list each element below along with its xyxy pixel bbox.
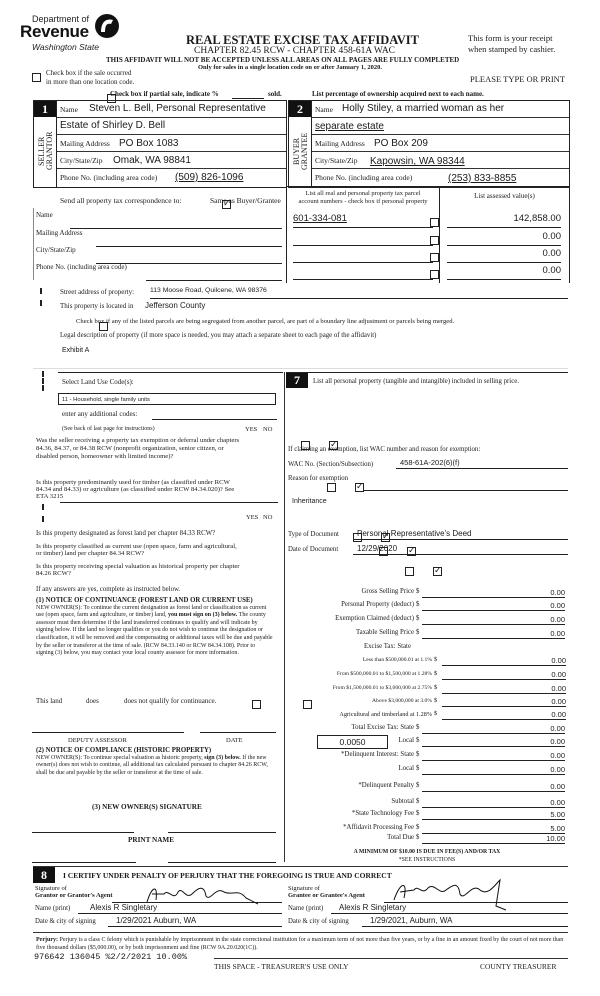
dollar-sign: $ <box>416 824 420 831</box>
parcel-number-input[interactable] <box>293 248 433 263</box>
buyer-side-label-1: BUYER <box>292 137 301 165</box>
seller-section <box>33 100 287 188</box>
personal-property-deduct-input[interactable]: 0.00 <box>422 601 565 611</box>
buyer-name-label: Name <box>315 105 333 114</box>
ownership-note: List percentage of ownership acquired next to each name. <box>312 90 484 98</box>
buyer-name-2-value: separate estate <box>315 121 384 132</box>
assessed-value-input[interactable]: 142,858.00 <box>447 213 561 228</box>
county-label: This property is located in <box>60 302 134 310</box>
grantee-sig-label <box>288 886 365 899</box>
corr-name-label: Name <box>36 211 53 219</box>
print-name-2[interactable] <box>168 862 276 863</box>
buyer-mailing-value: PO Box 209 <box>374 138 428 149</box>
notice-compliance-text-b: If the new owner(s) does not wish to continue, all additional tax calculated pursuant to chapter 84.26 RCW, shall be due and payable by the seller or transferor at the time of sale. <box>36 754 268 776</box>
same-as-buyer-label: Same as Buyer/Grantee <box>210 196 281 205</box>
multi-location-checkbox[interactable] <box>32 73 41 82</box>
seller-city-label: City/State/Zip <box>60 156 103 165</box>
grantee-date-label: Date & city of signing <box>288 918 349 925</box>
land-use-select[interactable]: 11 - Household, single family units <box>58 393 276 405</box>
no-header-2: NO <box>263 514 273 521</box>
minimum-due-note: A MINIMUM OF $10.00 IS DUE IN FEE(S) AND/OR TAX <box>353 849 501 855</box>
logo-top-text: Department of <box>32 14 90 24</box>
grantee-signature-field[interactable] <box>384 888 568 903</box>
dollar-sign: $ <box>434 656 438 663</box>
deputy-assessor-label: DEPUTY ASSESSOR <box>68 737 127 744</box>
reason-input[interactable]: Inheritance <box>292 498 327 505</box>
delinquent-state-label: *Delinquent Interest: State <box>341 751 414 758</box>
buyer-section <box>288 100 570 188</box>
dollar-sign: $ <box>416 765 420 772</box>
bracket-1-input[interactable]: 0.00 <box>442 656 566 666</box>
grantor-sig-label-1: Signature of <box>35 885 67 892</box>
see-back-note: (See back of last page for instructions) <box>62 426 155 432</box>
buyer-name-value: Holly Stiley, a married woman as her <box>342 103 505 114</box>
seller-phone-label: Phone No. (including area code) <box>60 173 158 182</box>
notice-continuance-text-a: NEW OWNER(S): To continue the current designation as forest land or classification as current use (open space, farm and agriculture, or timber) land, <box>36 604 267 619</box>
seller-name-label: Name <box>60 105 78 114</box>
parcel-row <box>287 263 569 281</box>
seller-side-label <box>38 123 54 179</box>
buyer-mailing-field[interactable] <box>312 135 569 152</box>
dollar-sign: $ <box>416 751 420 758</box>
notice-continuance-text-b: The county assessor must then determine if the land transferred continues to qualify and will indicate by signing below. If the land no longer qualifies or you do not wish to continue the designation or classification, it will be removed and the compensating or additional taxes will be due and payable by the seller or transferor at the time of sale. (RCW 84.33.140 or RCW 84.34.108). Prior to signing (3) below, you may contact your local county assessor for more information. <box>36 612 273 657</box>
q-tax-exemption: Was the seller receiving a property tax exemption or deferral under chapters 84.36, 84.37, or 84.38 RCW (nonprofit organization, senior citizen, or disabled person, homeowner with limited income)? <box>36 437 240 460</box>
additional-codes-input[interactable] <box>152 419 277 420</box>
local-tax-input[interactable]: 0.00 <box>422 737 565 747</box>
partial-sale-percent-input[interactable] <box>232 98 264 99</box>
additional-codes-label: enter any additional codes: <box>62 410 138 418</box>
grantor-sig-label <box>35 886 113 899</box>
subtotal-label: Subtotal <box>391 798 414 805</box>
exemption-claimed-input[interactable]: 0.00 <box>422 615 565 625</box>
personal-property-checkbox[interactable] <box>430 236 439 245</box>
street-address-input[interactable]: 113 Moose Road, Quilcene, WA 98376 <box>150 287 568 299</box>
treasurer-use-label: THIS SPACE - TREASURER'S USE ONLY <box>214 962 349 971</box>
form-title: REAL ESTATE EXCISE TAX AFFIDAVIT <box>186 33 419 47</box>
corr-phone-label: Phone No. (including area code) <box>36 263 127 271</box>
dollar-sign: $ <box>416 601 420 608</box>
delinquent-penalty-input[interactable]: 0.00 <box>422 782 565 792</box>
seller-phone-field[interactable] <box>57 169 286 185</box>
dollar-sign: $ <box>434 670 438 677</box>
delinquent-penalty-label: *Delinquent Penalty <box>358 782 414 789</box>
local-rate-input[interactable]: 0.0050 <box>317 735 388 749</box>
seller-phone-value: (509) 826-1096 <box>175 172 244 183</box>
bracket-3-label: From $1,500,000.01 to $3,000,000 at 2.75% <box>332 685 432 691</box>
personal-property-checkbox[interactable] <box>430 270 439 279</box>
multi-location-label-2: in more than one location code. <box>46 78 135 86</box>
doc-date-input[interactable]: 12/29/2020 <box>353 544 568 555</box>
subtotal-input[interactable]: 0.00 <box>422 798 565 808</box>
yes-header-2: YES <box>246 514 259 521</box>
q-timber-agri-yes[interactable] <box>327 483 336 492</box>
assessed-value-input[interactable]: 0.00 <box>447 248 561 263</box>
wac-label: WAC No. (Section/Subsection) <box>288 461 374 468</box>
personal-property-label: List all personal property (tangible and intangible) included in selling price. <box>313 378 519 385</box>
buyer-city-field[interactable] <box>312 152 569 169</box>
dor-logo <box>18 12 128 62</box>
seller-mailing-field[interactable] <box>57 135 286 152</box>
total-due-input[interactable]: 10.00 <box>422 834 565 844</box>
legal-description-label: Legal description of property (if more space is needed, you may attach a separate sheet to each page of the affidavit) <box>60 332 377 339</box>
street-address-label: Street address of property: <box>60 288 135 296</box>
seller-name-2-value: Estate of Shirley D. Bell <box>60 120 166 131</box>
gross-selling-price-input[interactable]: 0.00 <box>422 588 565 598</box>
new-owner-signature-1[interactable] <box>32 832 134 833</box>
reason-label: Reason for exemption <box>288 475 349 482</box>
seller-mailing-label: Mailing Address <box>60 139 110 148</box>
total-state-input[interactable]: 0.00 <box>422 724 565 734</box>
grantor-signature-field[interactable] <box>112 888 282 903</box>
personal-property-checkbox[interactable] <box>430 218 439 227</box>
certify-title: I CERTIFY UNDER PENALTY OF PERJURY THAT THE FOREGOING IS TRUE AND CORRECT <box>63 871 392 880</box>
partial-sale-label: Check box if partial sale, indicate % <box>110 90 219 98</box>
grantee-date-input[interactable]: 1/29/2021, Auburn, WA <box>362 916 568 927</box>
print-name-1[interactable] <box>32 862 136 863</box>
excise-state-label: Excise Tax: State <box>364 643 411 650</box>
grantor-date-input[interactable]: 1/29/2021 Auburn, WA <box>108 916 282 927</box>
affidavit-fee-input[interactable]: 5.00 <box>422 824 565 834</box>
grantor-date-label: Date & city of signing <box>35 918 96 925</box>
seller-side-label-1: SELLER <box>37 136 46 166</box>
dollar-sign: $ <box>416 629 420 636</box>
dollar-sign: $ <box>416 798 420 805</box>
revenue-swirl-icon <box>94 12 120 40</box>
buyer-city-value: Kapowsin, WA 98344 <box>370 156 465 167</box>
notice-compliance-bold: sign (3) below. <box>204 754 241 761</box>
no-header: NO <box>263 426 273 433</box>
deputy-assessor-signature[interactable] <box>32 732 184 733</box>
corr-phone-input[interactable] <box>146 280 282 281</box>
form-chapter: CHAPTER 82.45 RCW - CHAPTER 458-61A WAC <box>194 46 396 56</box>
notice-continuance <box>36 597 274 658</box>
tax-row-gross-label: Gross Selling Price <box>361 588 414 595</box>
notice-compliance <box>36 747 274 777</box>
receipt-note-1: This form is your receipt <box>468 33 553 43</box>
grantee-name-label: Name (print) <box>288 905 324 912</box>
deputy-date-label: DATE <box>226 737 243 744</box>
grantor-sig-label-2: Grantor or Grantor's Agent <box>35 891 113 899</box>
bracket-2-label: From $500,000.01 to $1,500,000 at 1.28% <box>336 671 432 677</box>
assessed-value-input[interactable]: 0.00 <box>447 265 561 280</box>
dollar-sign: $ <box>416 810 420 817</box>
buyer-city-label: City/State/Zip <box>315 156 358 165</box>
delinquent-local-input[interactable]: 0.00 <box>422 765 565 775</box>
seller-name-2-field[interactable] <box>57 118 286 135</box>
see-instructions-note: *SEE INSTRUCTIONS <box>398 857 456 863</box>
wac-input[interactable]: 458-61A-202(6)(f) <box>396 458 568 469</box>
affidavit-fee-label: *Affidavit Processing Fee <box>343 824 414 831</box>
tax-row-exemption-label: Exemption Claimed (deduct) <box>335 615 414 622</box>
bracket-agri-label: Agricultural and timberland at 1.28% <box>339 711 432 718</box>
section-2-badge: 2 <box>289 101 311 117</box>
grantee-sig-label-2: Grantee or Grantee's Agent <box>288 891 365 899</box>
new-owner-signature-2[interactable] <box>168 832 276 833</box>
land-does-qualify-checkbox[interactable] <box>252 700 261 709</box>
seller-city-field[interactable] <box>57 152 286 169</box>
taxable-selling-price-input[interactable]: 0.00 <box>422 629 565 639</box>
deputy-date-input[interactable] <box>200 732 276 733</box>
bracket-agri-input[interactable]: 0.00 <box>442 710 566 720</box>
bracket-1-label: Less than $500,000.01 at 1.1% <box>362 657 432 663</box>
dollar-sign: $ <box>416 834 420 841</box>
grantor-name-label: Name (print) <box>35 905 71 912</box>
multi-location-label-1: Check box if the sale occurred <box>46 69 132 77</box>
dollar-sign: $ <box>416 782 420 789</box>
parcel-row <box>287 211 569 229</box>
buyer-side-label <box>293 123 309 179</box>
dollar-sign: $ <box>416 737 420 744</box>
buyer-name-field[interactable] <box>312 101 569 118</box>
corr-name-input[interactable] <box>70 228 282 229</box>
q-historical: Is this property receiving special valuation as historical property per chapter 84.26 RCW? <box>36 563 240 577</box>
q-current-use: Is this property classified as current use (open space, farm and agricultural, or timber) land per chapter 84.34 RCW? <box>36 543 237 557</box>
perjury-text: Perjury is a class C felony which is punishable by imprisonment in the state correctional institution for a maximum term of not more than five years, or by a fine in an amount fixed by the court of not more than five thousand dollars ($5,000.00), or by both imprisonment and fine (RCW 9A.20.020(1C)). <box>36 937 564 951</box>
total-due-label: Total Due <box>387 834 414 841</box>
bracket-3-input[interactable]: 0.00 <box>442 684 566 694</box>
dollar-sign: $ <box>434 710 438 717</box>
section-7-badge: 7 <box>286 372 308 388</box>
bracket-2-input[interactable]: 0.00 <box>442 670 566 680</box>
buyer-mailing-label: Mailing Address <box>315 139 365 148</box>
doc-type-label: Type of Document <box>288 531 339 538</box>
assessed-value-header: List assessed value(s) <box>474 192 535 200</box>
buyer-phone-value: (253) 833-8855 <box>448 173 517 184</box>
segregated-parcel-label: Check box if any of the listed parcels are being segregated from another parcel, are part of a boundary line adjustment or parcels being merged. <box>76 318 455 325</box>
logo-sub-text: Washington State <box>32 42 99 52</box>
parcel-table <box>286 186 570 283</box>
tech-fee-input[interactable]: 5.00 <box>422 810 565 820</box>
seller-side-label-2: GRANTOR <box>45 131 54 171</box>
total-state-label: Total Excise Tax: State <box>351 724 414 731</box>
delinquent-local-label: Local <box>398 765 414 772</box>
doc-type-input[interactable]: Personal Representative's Deed <box>353 529 568 540</box>
dollar-sign: $ <box>416 588 420 595</box>
grantee-name-input[interactable]: Alexis R Singletary <box>331 903 568 914</box>
grantor-name-input[interactable]: Alexis R Singletary <box>78 903 282 914</box>
q-forest-land: Is this property designated as forest land per chapter 84.33 RCW? <box>36 530 216 537</box>
seller-city-value: Omak, WA 98841 <box>113 155 191 166</box>
tech-fee-label: *State Technology Fee <box>351 810 414 817</box>
form-warning: THIS AFFIDAVIT WILL NOT BE ACCEPTED UNLESS ALL AREAS ON ALL PAGES ARE FULLY COMPLETED <box>106 56 460 64</box>
buyer-name-2-field[interactable] <box>312 118 569 135</box>
partial-sale-sold: sold. <box>268 90 282 98</box>
notice-continuance-bold: you must sign on (3) below. <box>167 612 238 619</box>
perjury-notice <box>36 936 566 952</box>
land-use-label: Select Land Use Code(s): <box>62 378 134 386</box>
personal-property-checkbox[interactable] <box>430 253 439 262</box>
dollar-sign: $ <box>416 724 420 731</box>
parcel-row <box>287 246 569 264</box>
buyer-side-label-2: GRANTEE <box>300 132 309 170</box>
notice-compliance-text-a: NEW OWNER(S): To continue special valuation as historic property, <box>36 754 203 761</box>
q-historical-yes[interactable] <box>405 567 414 576</box>
notice-continuance-title: (1) NOTICE OF CONTINUANCE (FOREST LAND OR CURRENT USE) <box>36 597 253 604</box>
doc-date-label: Date of Document <box>288 546 339 553</box>
if-yes-note: If any answers are yes, complete as instructed below. <box>36 586 181 593</box>
parcel-number-input[interactable] <box>293 231 433 246</box>
form-only-for: Only for sales in a single location code on or after January 1, 2020. <box>198 64 382 71</box>
seller-name-field[interactable] <box>57 101 286 118</box>
parcel-number-input[interactable]: 601-334-081 <box>293 213 433 228</box>
delinquent-state-input[interactable]: 0.00 <box>422 751 565 761</box>
logo-main-text: Revenue <box>20 22 89 41</box>
dollar-sign: $ <box>416 615 420 622</box>
section-1-badge: 1 <box>34 101 56 117</box>
buyer-phone-label: Phone No. (including area code) <box>315 173 413 182</box>
corr-mailing-input[interactable] <box>96 246 282 247</box>
correspondence-label: Send all property tax correspondence to: <box>60 196 182 205</box>
print-name-label: PRINT NAME <box>128 836 174 844</box>
dollar-sign: $ <box>434 684 438 691</box>
perjury-bold: Perjury: <box>36 937 58 943</box>
grantee-sig-label-1: Signature of <box>288 885 320 892</box>
tax-row-taxable-label: Taxable Selling Price <box>355 629 414 636</box>
legal-description-value[interactable]: Exhibit A <box>62 347 90 354</box>
receipt-note-2: when stamped by cashier. <box>468 44 556 54</box>
q-historical-no[interactable] <box>433 567 442 576</box>
parcel-header-2: account numbers - check box if personal property <box>298 198 428 205</box>
dollar-sign: $ <box>434 697 438 704</box>
bracket-4-label: Above $3,000,000 at 3.0% <box>372 698 432 704</box>
this-land-label: This land <box>36 697 63 705</box>
cashier-stamp: 976642 136045 %2/2/2021 10.00% <box>34 952 191 962</box>
corr-city-label: City/State/Zip <box>36 246 76 254</box>
bracket-4-input[interactable]: 0.00 <box>442 697 566 707</box>
seller-mailing-value: PO Box 1083 <box>119 138 179 149</box>
parcel-row <box>287 229 569 247</box>
does-label: does <box>86 697 99 705</box>
yes-header: YES <box>245 426 258 433</box>
seller-name-value: Steven L. Bell, Personal Representative <box>89 103 266 114</box>
section-8-badge: 8 <box>33 867 55 883</box>
notice-compliance-title: (2) NOTICE OF COMPLIANCE (HISTORIC PROPERTY) <box>36 747 212 754</box>
parcel-header-1: List all real and personal property tax parcel <box>305 190 421 197</box>
new-owner-signature-label: (3) NEW OWNER(S) SIGNATURE <box>92 803 202 811</box>
county-value: Jefferson County <box>145 301 206 310</box>
q-timber-agri: Is this property predominantly used for timber (as classified under RCW 84.34 and 84.33) or agriculture (as classified under RCW 84.34.020)? See ETA 3215 <box>36 479 235 500</box>
local-label: Local <box>398 737 414 744</box>
parcel-number-input[interactable] <box>293 265 433 280</box>
exemption-claim-label: If claiming an exemption, list WAC number and reason for exemption: <box>288 446 481 453</box>
does-not-label: does not qualify for continuance. <box>124 697 217 705</box>
please-type-note: PLEASE TYPE OR PRINT <box>470 74 566 84</box>
corr-mailing-label: Mailing Address <box>36 229 83 237</box>
tax-row-personal-label: Personal Property (deduct) <box>341 601 414 608</box>
buyer-phone-field[interactable] <box>312 169 569 185</box>
assessed-value-input[interactable]: 0.00 <box>447 231 561 246</box>
county-treasurer-label: COUNTY TREASURER <box>480 962 557 971</box>
